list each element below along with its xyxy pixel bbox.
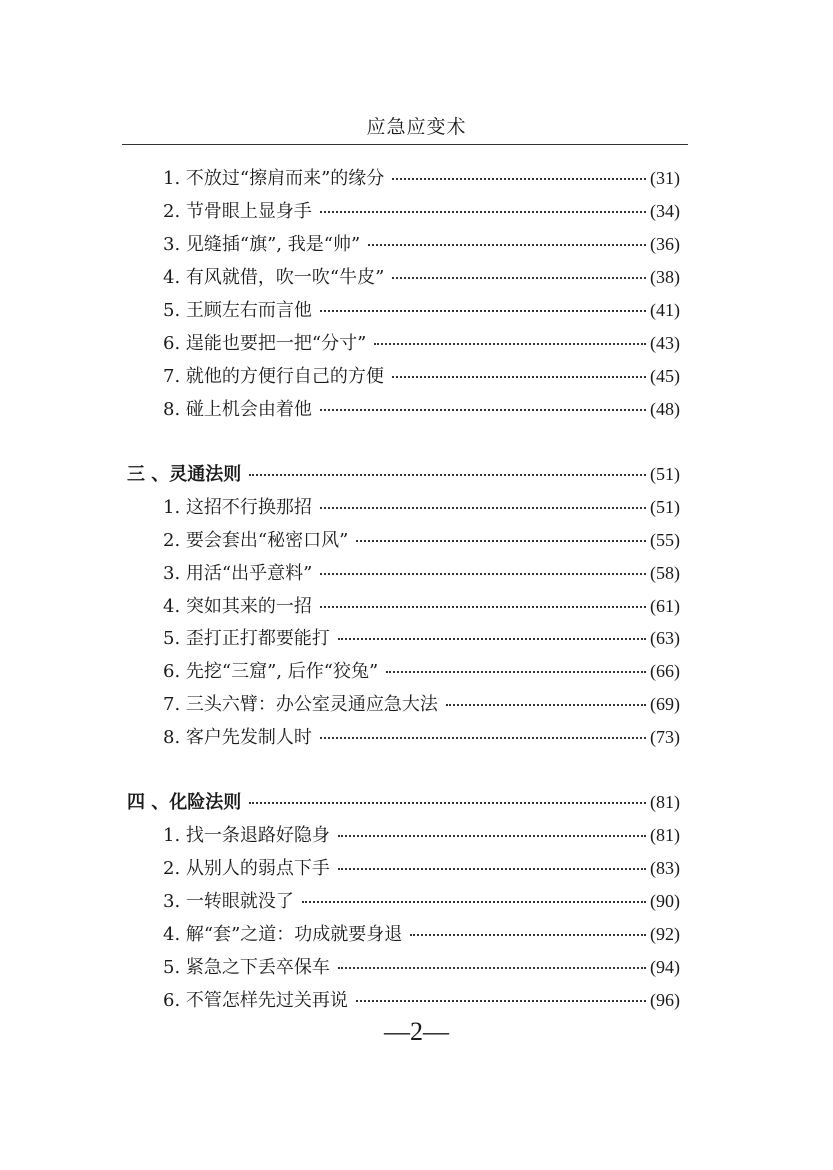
toc-entry — [163, 890, 680, 912]
toc-page-ref: (92) — [650, 924, 680, 944]
toc-page-ref: (73) — [650, 727, 680, 747]
toc-title: 6. 不管怎样先过关再说 — [163, 990, 348, 1011]
toc-entry — [163, 857, 680, 879]
toc-entry — [163, 200, 680, 222]
toc-title: 1. 这招不行换那招 — [163, 497, 312, 518]
dot-leader — [392, 376, 646, 378]
toc-entry — [163, 529, 680, 551]
toc-page-ref: (63) — [650, 628, 680, 648]
toc-page-ref: (55) — [650, 530, 680, 550]
toc-page-ref: (51) — [650, 497, 680, 517]
toc-title: 3. 一转眼就没了 — [163, 891, 294, 912]
dot-leader — [392, 277, 646, 279]
toc-page-ref: (94) — [650, 957, 680, 977]
toc-title: 4. 突如其来的一招 — [163, 596, 312, 617]
toc-title: 1. 找一条退路好隐身 — [163, 825, 330, 846]
dot-leader — [320, 606, 646, 608]
dot-leader — [249, 474, 646, 476]
toc-title: 四 、化险法则 — [127, 792, 242, 813]
toc-entry — [163, 562, 680, 584]
dot-leader — [338, 967, 646, 969]
toc-page-ref: (90) — [650, 891, 680, 911]
toc-entry — [163, 693, 680, 715]
header-rule — [122, 144, 688, 145]
dot-leader — [338, 638, 646, 640]
dot-leader — [356, 540, 646, 542]
dot-leader — [356, 1000, 646, 1002]
toc-page-ref: (81) — [650, 825, 680, 845]
toc-page-ref: (34) — [650, 201, 680, 221]
toc-entry — [163, 923, 680, 945]
toc-entry — [163, 299, 680, 321]
toc-title: 7. 三头六臂：办公室灵通应急大法 — [163, 694, 438, 715]
toc-title: 1. 不放过“擦肩而来”的缘分 — [163, 168, 385, 189]
toc-page-ref: (96) — [650, 990, 680, 1010]
toc-title: 5. 歪打正打都要能打 — [163, 628, 330, 649]
toc-title: 2. 从别人的弱点下手 — [163, 858, 330, 879]
dot-leader — [320, 507, 646, 509]
toc-page-ref: (36) — [650, 234, 680, 254]
toc-entry — [163, 595, 680, 617]
toc-title: 3. 用活“出乎意料” — [163, 563, 313, 584]
toc-title: 2. 节骨眼上显身手 — [163, 201, 312, 222]
dot-leader — [320, 310, 646, 312]
toc-entry — [163, 824, 680, 846]
toc-section-heading — [127, 463, 680, 485]
toc-page-ref: (48) — [650, 399, 680, 419]
toc-page-ref: (43) — [650, 333, 680, 353]
toc-title: 7. 就他的方便行自己的方便 — [163, 366, 384, 387]
toc-page-ref: (38) — [650, 267, 680, 287]
toc-page-ref: (69) — [650, 694, 680, 714]
dot-leader — [374, 343, 646, 345]
dot-leader — [320, 409, 646, 411]
toc-title: 6. 逞能也要把一把“分寸” — [163, 333, 367, 354]
toc-page-ref: (66) — [650, 661, 680, 681]
toc-page-ref: (31) — [650, 168, 680, 188]
toc-title: 8. 碰上机会由着他 — [163, 399, 312, 420]
toc-entry — [163, 726, 680, 748]
toc-page-ref: (61) — [650, 596, 680, 616]
toc-title: 2. 要会套出“秘密口风” — [163, 530, 349, 551]
toc-title: 5. 紧急之下丢卒保车 — [163, 957, 330, 978]
toc-title: 4. 解“套”之道：功成就要身退 — [163, 924, 403, 945]
toc-entry — [163, 496, 680, 518]
dot-leader — [392, 178, 646, 180]
toc-title: 3. 见缝插“旗”, 我是“帅” — [163, 234, 361, 255]
running-head: 应急应变术 — [366, 116, 467, 138]
dot-leader — [320, 737, 646, 739]
toc-page-ref: (51) — [650, 464, 680, 484]
dot-leader — [386, 671, 646, 673]
toc-page-ref: (45) — [650, 366, 680, 386]
dot-leader — [320, 211, 646, 213]
toc-entry — [163, 989, 680, 1011]
toc-entry — [163, 627, 680, 649]
dot-leader — [410, 934, 646, 936]
toc-entry — [163, 167, 680, 189]
toc-page-ref: (81) — [650, 792, 680, 812]
dot-leader — [249, 802, 646, 804]
toc-title: 4. 有风就借，吹一吹“牛皮” — [163, 267, 385, 288]
toc-page-ref: (41) — [650, 300, 680, 320]
toc-entry — [163, 398, 680, 420]
toc-page-ref: (83) — [650, 858, 680, 878]
toc-entry — [163, 660, 680, 682]
toc-entry — [163, 266, 680, 288]
page-number: —2— — [384, 1017, 449, 1046]
toc-title: 8. 客户先发制人时 — [163, 727, 312, 748]
toc-entry — [163, 956, 680, 978]
dot-leader — [320, 573, 646, 575]
toc-title: 6. 先挖“三窟”, 后作“狡兔” — [163, 661, 379, 682]
dot-leader — [302, 901, 646, 903]
toc-page-ref: (58) — [650, 563, 680, 583]
toc-title: 三 、灵通法则 — [127, 464, 242, 485]
dot-leader — [338, 868, 646, 870]
toc-entry — [163, 233, 680, 255]
toc-title: 5. 王顾左右而言他 — [163, 300, 312, 321]
dot-leader — [368, 244, 646, 246]
toc-entry — [163, 365, 680, 387]
toc-entry — [163, 332, 680, 354]
dot-leader — [338, 835, 646, 837]
dot-leader — [446, 704, 646, 706]
toc-section-heading — [127, 791, 680, 813]
